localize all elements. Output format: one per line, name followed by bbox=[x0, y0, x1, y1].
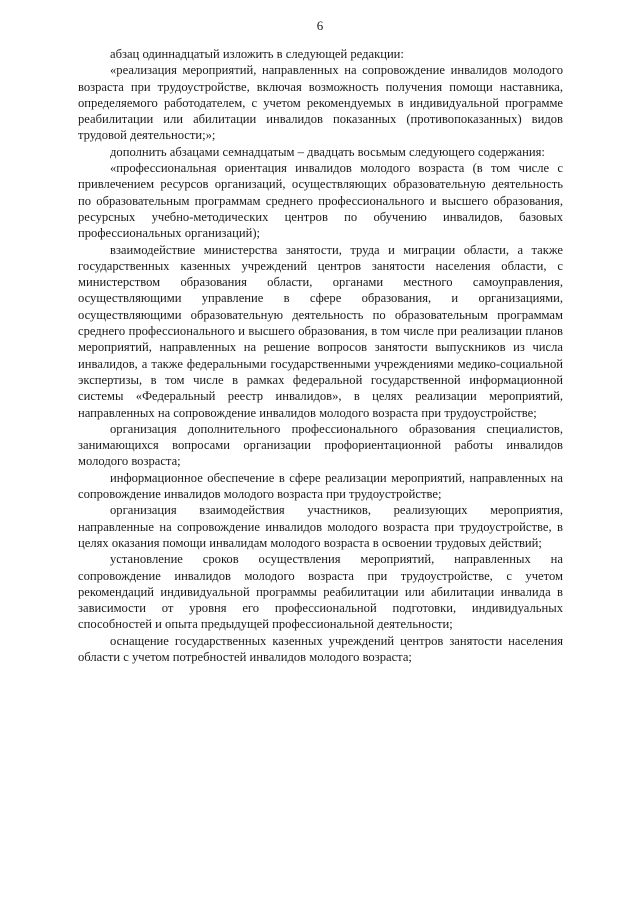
paragraph: «профессиональная ориентация инвалидов молодого возраста (в том числе с привлечением ресурсов организаций, осуществляющих образовательную деятельность по образовательным программам среднего профессионального и высшего образования, ресурсных учебно-методических центров по обучению инвалидов, базовых профессиональных организаций); bbox=[78, 161, 563, 241]
paragraph: дополнить абзацами семнадцатым – двадцать восьмым следующего содержания: bbox=[110, 144, 545, 159]
paragraph: абзац одиннадцатый изложить в следующей редакции: bbox=[110, 47, 404, 61]
paragraph: «реализация мероприятий, направленных на сопровождение инвалидов молодого возраста при трудоустройстве, включая возможность получения помощи наставника, определяемого работодателем, с учетом рекомендуемых в индивидуальной программе реабилитации или абилитации инвалидов показанных (противопоказанных) видов трудовой деятельности;»; bbox=[78, 63, 563, 143]
page-number: 6 bbox=[316, 18, 324, 33]
paragraph: оснащение государственных казенных учреждений центров занятости населения области с учетом потребностей инвалидов молодого возраста; bbox=[78, 633, 563, 664]
document-body bbox=[78, 46, 563, 665]
paragraph: установление сроков осуществления мероприятий, направленных на сопровождение инвалидов молодого возраста при трудоустройстве, с учетом рекомендаций индивидуальной программы реабилитации или абилитации инвалида в зависимости от уровня его профессиональной подготовки, индивидуальных способностей и опыта предыдущей профессиональной деятельности; bbox=[78, 552, 563, 632]
paragraph: организация взаимодействия участников, реализующих мероприятия, направленные на сопровождение инвалидов молодого возраста при трудоустройстве, в целях оказания помощи инвалидам молодого возраста в освоении трудовых действий; bbox=[78, 503, 563, 550]
paragraph: организация дополнительного профессионального образования специалистов, занимающихся вопросами организации профориентационной работы инвалидов молодого возраста; bbox=[78, 421, 563, 469]
paragraph: взаимодействие министерства занятости, труда и миграции области, а также государственных казенных учреждений центров занятости населения области, с министерством образования области, органами местного самоуправления, осуществляющими управление в сфере образования, и организациями, осуществляющими образовательную деятельность по образовательным программам среднего профессионального и высшего образования, в том числе при реализации планов мероприятий, направленных на решение вопросов занятости выпускников из числа инвалидов, а также федеральными государственными учреждениями медико-социальной экспертизы, в том числе в рамках федеральной государственной информационной системы «Федеральный реестр инвалидов», в целях реализации мероприятий, направленных на сопровождение инвалидов молодого возраста при трудоустройстве; bbox=[78, 242, 563, 420]
paragraph: информационное обеспечение в сфере реализации мероприятий, направленных на сопровождение инвалидов молодого возраста при трудоустройстве; bbox=[78, 470, 563, 502]
